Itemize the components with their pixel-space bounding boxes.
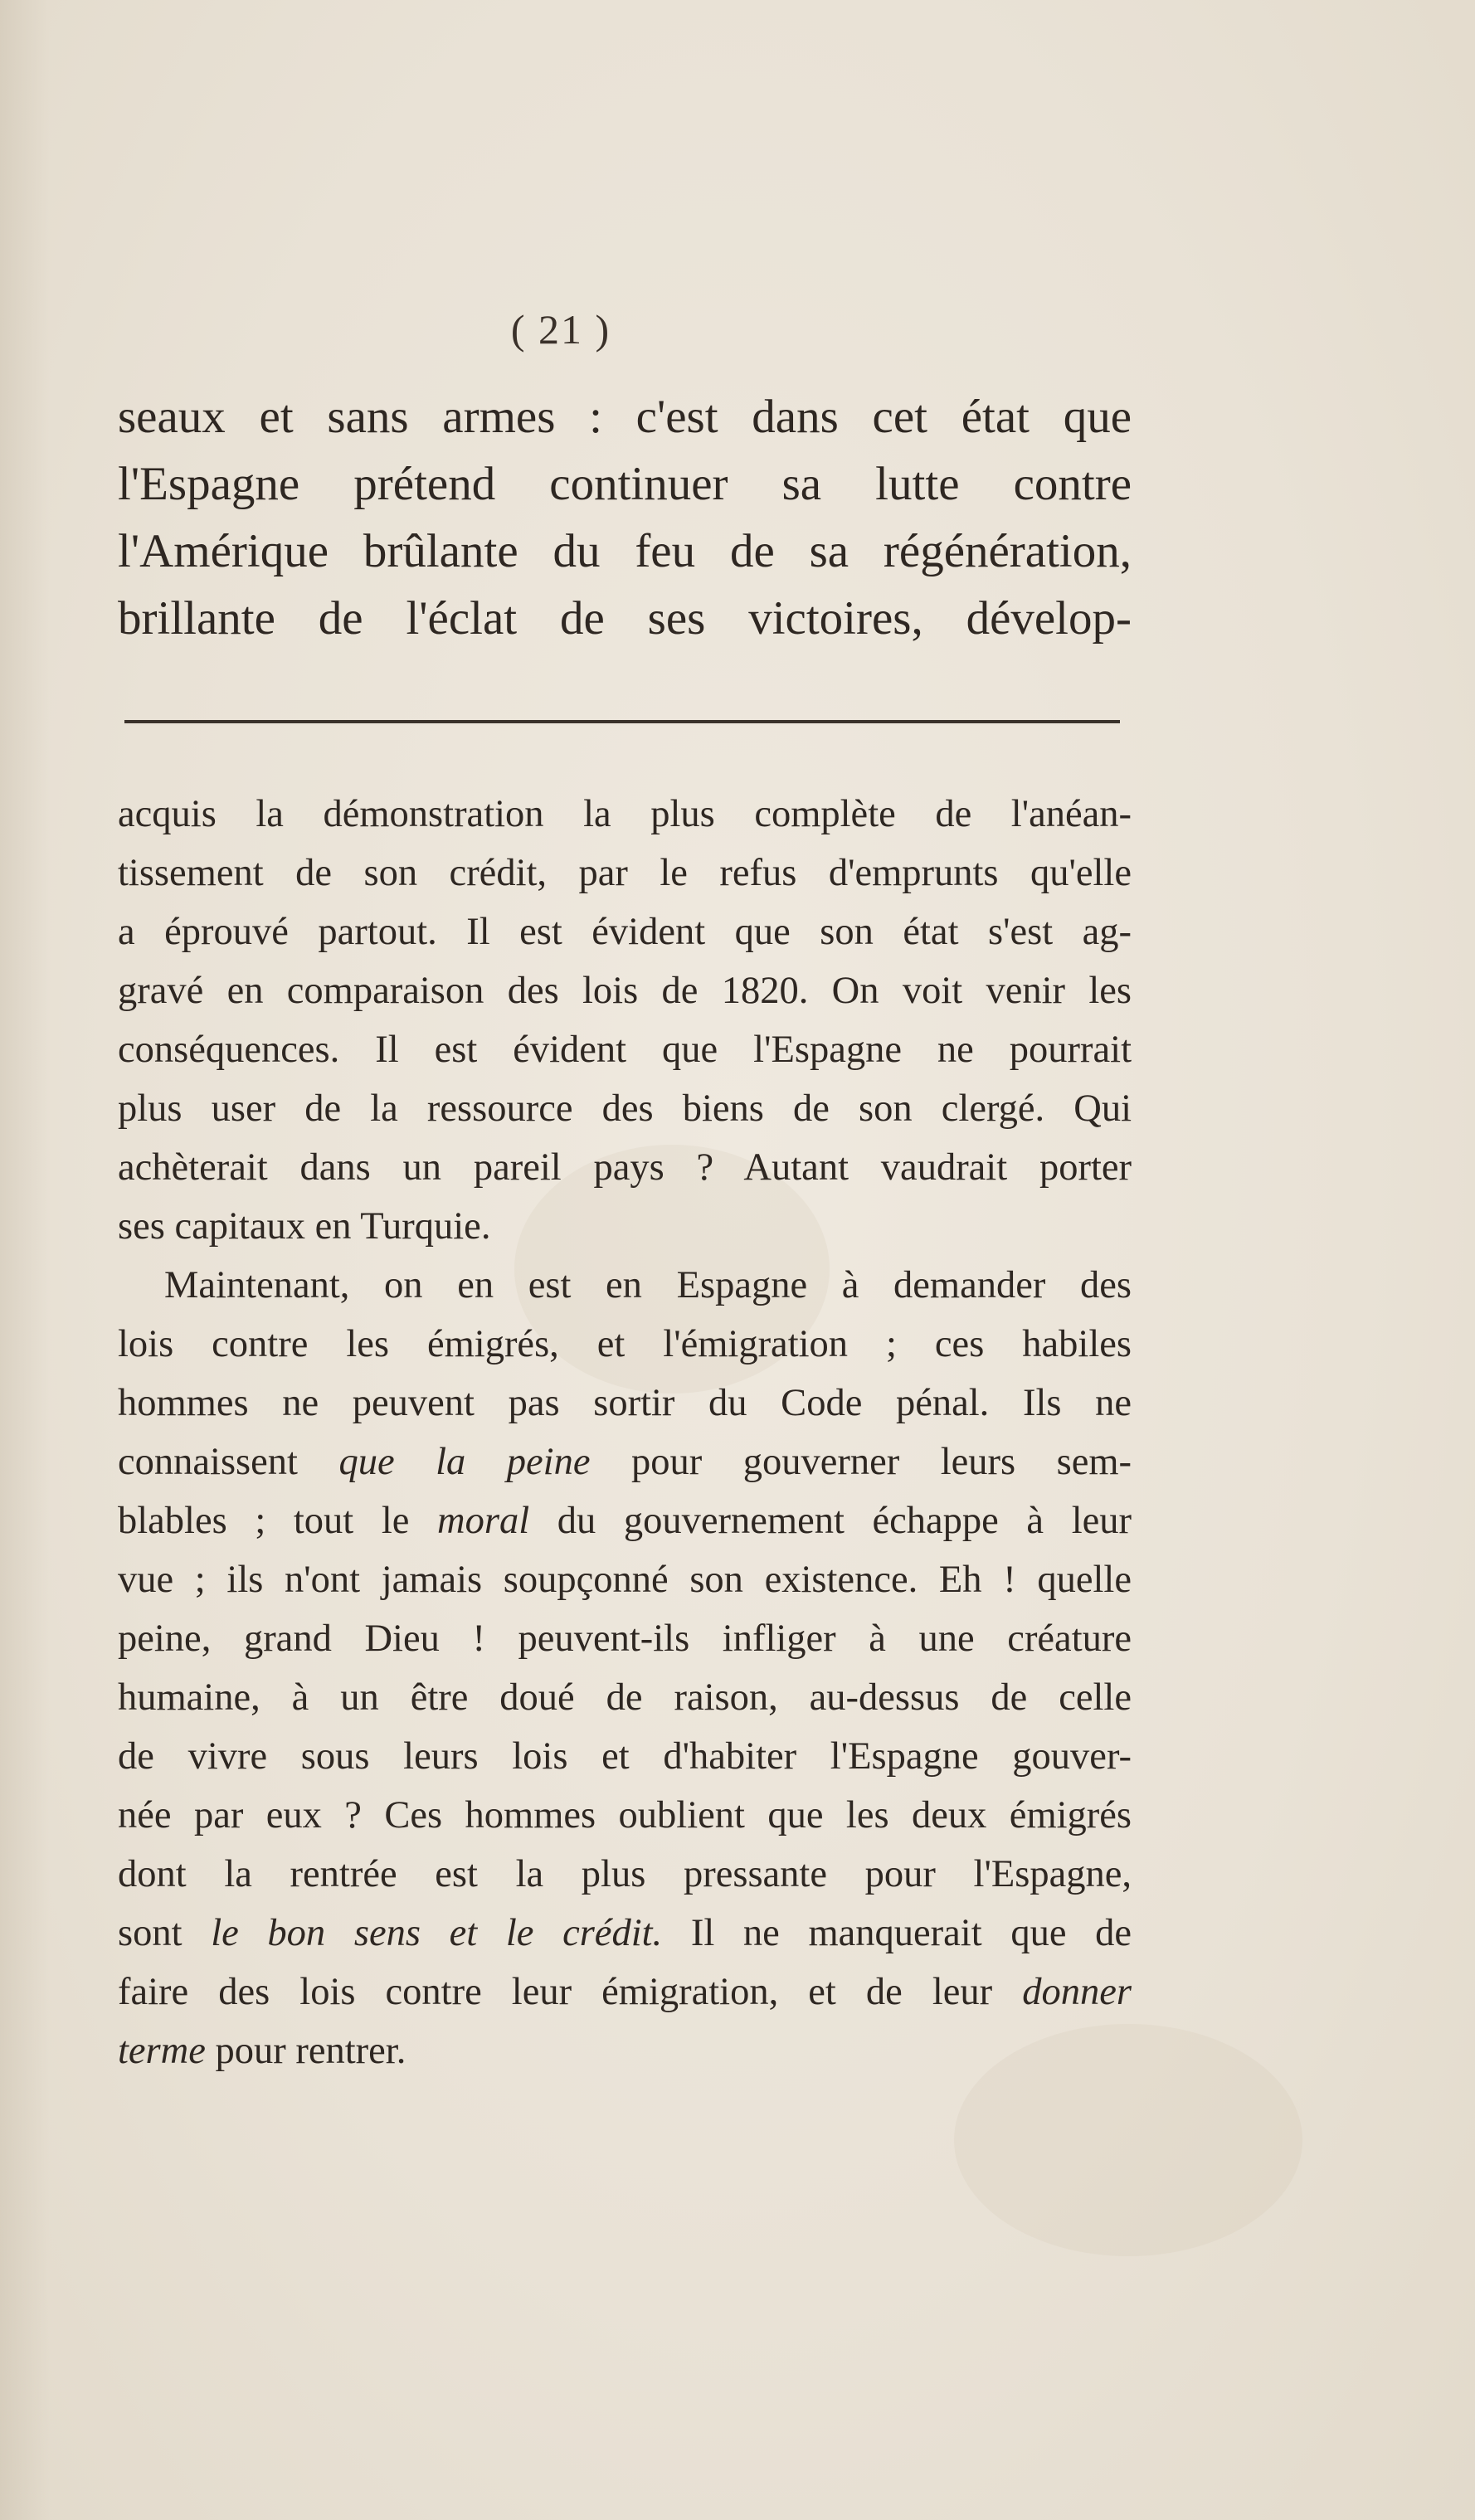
footnote-line <box>118 2021 1132 2080</box>
footnote-line: plus user de la ressource des biens de son clergé. Qui <box>118 1087 1132 1130</box>
page-number: ( 21 ) <box>510 306 611 353</box>
footnote-line: peine, grand Dieu ! peuvent-ils infliger à une créature <box>118 1618 1132 1660</box>
main-text-line: l'Amérique brûlante du feu de sa régénération, <box>118 525 1132 577</box>
italic-phrase: le bon sens et le crédit. <box>211 1912 663 1954</box>
text-segment: faire des lois contre leur émigration, et de leur <box>118 1971 1023 2013</box>
text-segment: Il ne manquerait que de <box>662 1912 1132 1954</box>
italic-phrase: donner <box>1022 1971 1132 2013</box>
footnote-line <box>118 1904 1132 1963</box>
footnote-block <box>118 785 1132 2080</box>
footnote-line: vue ; ils n'ont jamais soupçonné son existence. Eh ! quelle <box>118 1559 1132 1601</box>
footnote-line: hommes ne peuvent pas sortir du Code pénal. Ils ne <box>118 1382 1132 1424</box>
footnote-line: humaine, à un être doué de raison, au-dessus de celle <box>118 1676 1132 1719</box>
footnote-line: acquis la démonstration la plus complète de l'anéan- <box>118 793 1132 835</box>
main-text-line: seaux et sans armes : c'est dans cet état que <box>118 391 1132 443</box>
text-segment: pour rentrer. <box>205 2030 406 2072</box>
text-segment: sont <box>118 1912 212 1954</box>
italic-phrase: terme <box>118 2030 206 2072</box>
footnote-line: lois contre les émigrés, et l'émigration ; ces habiles <box>118 1323 1132 1365</box>
main-text-block <box>118 383 1132 652</box>
italic-phrase: moral <box>437 1500 530 1542</box>
text-segment: du gouvernement échappe à leur <box>529 1500 1132 1542</box>
footnote-line: conséquences. Il est évident que l'Espagne ne pourrait <box>118 1029 1132 1071</box>
footnote-line: tissement de son crédit, par le refus d'emprunts qu'elle <box>118 852 1132 894</box>
footnote-separator-rule <box>124 720 1120 723</box>
italic-phrase: que la peine <box>338 1441 591 1483</box>
footnote-line: ses capitaux en Turquie. <box>118 1205 491 1248</box>
footnote-line: dont la rentrée est la plus pressante pour l'Espagne, <box>118 1853 1132 1895</box>
text-segment: connaissent <box>118 1441 339 1483</box>
footnote-line: née par eux ? Ces hommes oublient que les deux émigrés <box>118 1794 1132 1836</box>
footnote-line <box>118 1963 1132 2021</box>
footnote-line: achèterait dans un pareil pays ? Autant vaudrait porter <box>118 1146 1132 1189</box>
footnote-line: gravé en comparaison des lois de 1820. On voit venir les <box>118 970 1132 1012</box>
text-segment: pour gouverner leurs sem- <box>590 1441 1132 1483</box>
footnote-line: de vivre sous leurs lois et d'habiter l'Espagne gouver- <box>118 1735 1132 1778</box>
main-text-line: l'Espagne prétend continuer sa lutte contre <box>118 458 1132 510</box>
footnote-line <box>118 1433 1132 1491</box>
footnote-line: Maintenant, on en est en Espagne à demander des <box>164 1264 1132 1306</box>
footnote-line: a éprouvé partout. Il est évident que son état s'est ag- <box>118 911 1132 953</box>
page-edge-shadow <box>0 0 50 2520</box>
footnote-line <box>118 1491 1132 1550</box>
text-segment: blables ; tout le <box>118 1500 438 1542</box>
main-text-line: brillante de l'éclat de ses victoires, dévelop- <box>118 592 1132 645</box>
